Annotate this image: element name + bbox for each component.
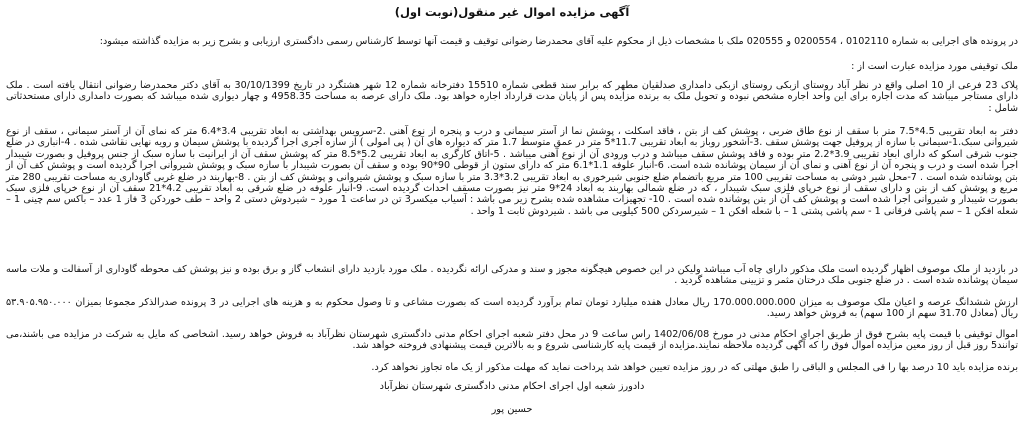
auction-terms: اموال توقیفی با قیمت پایه بشرح فوق از طریق اجرای احکام مدنی در مورخ 1402/06/08 راس ساعت 9 در محل دفتر شعبه اجرای احکام مدنی دادگستری شهرستان نظرآباد به فروش خواهد رسید. اشخاصی که مایل به شرکت در مزایده می باشند،می توانند5 روز قبل از روز معین مزایده اموال فوق را که آگهی گردیده ملاحظه نمایند.مزایده از قیمت پایه کارشناسی شروع و به بالاترین قیمت پیشنهادی فروخته خواهد شد. [6, 329, 1019, 352]
valuation-paragraph: ارزش ششدانگ عرصه و اعیان ملک موصوف به میزان 170.000.000.000 ریال معادل هفده میلیارد تومان تمام برآورد گردیده است که بصورت مشاعی و تا وصول محکوم به و هزینه های اجرایی در 3 پرونده صدرالذکر مجموعا بمیزان ۵۳.۹۰۵.۹۵۰.۰۰۰ ریال (معادل 31.70 سهم از 100 سهم) به فروش خواهد رسید. [6, 297, 1018, 320]
notice-title: آگهی مزایده اموال غیر منقول(نوبت اول) [394, 5, 630, 19]
signer-name: حسین پور [491, 404, 533, 415]
subject-heading: ملک توقیفی مورد مزایده عبارت است از : [851, 61, 1018, 72]
visit-note: در بازدید از ملک موصوف اظهار گردیده است ملک مذکور دارای چاه آب میباشد ولیکن در این خصوص هیچگونه مجوز و سند و مدرکی ارائه نگردیده . ملک مورد بازدید دارای انشعاب گاز و برق بوده و نیز پوشش کف محوطه گاوداری از آسفالت و ملات ماسه سیمان پوشانده شده است . در ضلع جنوبی ملک درختان مثمر و تزیینی مشاهده گردید . [6, 264, 1018, 287]
signature-line: دادورز شعبه اول اجرای احکام مدنی دادگستری شهرستان نظرآباد [379, 381, 645, 392]
payment-terms: برنده مزایده باید 10 درصد بها را فی المجلس و الباقی را طبق مهلتی که در روز مزایده تعیین خواهد شد پرداخت نماید که مهلت مذکور از یک ماه تجاوز نخواهد کرد. [371, 362, 1018, 373]
intro-paragraph: در پرونده های اجرایی به شماره 0102110 ، 0200554 و 020555 ملک با مشخصات ذیل از محکوم علیه آقای محمدرضا رضوانی توقیف و قیمت آنها توسط کارشناس رسمی دادگستری ارزیابی و بشرح زیر به مزایده گذاشته میشود: [99, 36, 1018, 47]
buildings-description: دفتر به ابعاد تقریبی 4.5*7.5 متر با سقف از نوع طاق ضربی ، پوشش کف از بتن ، فاقد اسکلت ، پوشش نما از آستر سیمانی و درب و پنجره از نوع آهنی .2-سرویس بهداشتی به ابعاد تقریبی 3.4*6.4 متر که نمای آن از آستر سیمانی ، سقف از نوع شیروانی سبک.1-سیمانی با سازه از پروفیل جهت پوشش سقف .3-آشخور روباز به ابعاد تقریبی 11.7*5 متر در عمق متوسط 1.7 متر که دیواره های آن ( پی امولی ) از سازه آجری اجرا گردیده با پوشش سیمان و رویه نهایی نقاشی شده . 4-انباری در ضلع جنوب شرقی اسکو که دارای ابعاد تقریبی 3.9*2.2 متر بوده و فاقد پوشش سقف میباشد و درب ورودی آن از نوع آهنی میباشد . 5-اتاق کارگری به ابعاد تقریبی 5.2*8.5 متر که پوشش سقف آن از ایرانیت با سازه سبک از جنس پروفیل و بصورت شیبدار اجرا شده است و درب و پنجره آن از نوع آهنی و نمای آن از سیمان پوشانده شده است. 6-انبار علوفه 1.1*6.1 متر که دارای ستون از قوطی 90*90 بوده و سقف آن بصورت شیبدار با سازه سبک و پوشش شیروانی اجرا گردیده است و پوشش کف آن از بتن پوشانده شده است . 7-محل شیر دوشی به مساحت تقریبی 100 متر مربع باتضمام ضلع جنوبی شیرخوری به ابعاد تقریبی 3.2*3.3 متر با سازه سبک و پوشش شیروانی و پوشش کف از بتن . 8-بهاربند در ضلع غربی گاوداری به مساحت تقریبی 280 متر مربع و پوشش کف از بتن و دارای سقف از نوع خرپای فلزی سبک شیبدار ، که در ضلع شمالی بهاربند به ابعاد 24*9 متر نیز بصورت مسقف احداث گردیده است. 9-انبار علوفه در ضلع شرقی به ابعاد تقریبی 4.2*21 سقف آن از نوع خرپای فلزی سبک بصورت شیبدار و شیروانی اجرا شده است و پوشش کف آن از بتن پوشانده شده است . 10- تجهیزات مشاهده شده بشرح زیر می باشد : آسیاب میکسر3 تن در ساعت 1 مورد – شیردوش دستی 2 واحد – طف خوردکن 3 فاز 1 عدد – باکس سم چینی 1 – شعله افکن 1 – سم پاشی فرقانی 1 - سم پاشی پشتی 1 – با شعله افکن 1 – شیرسردکن 500 کیلویی می باشد . شیردوش ثابت 1 واحد . [6, 126, 1019, 217]
property-description: پلاک 23 فرعی از 10 اصلی واقع در نظر آباد روستای ازبکی روستای ازبکی دامداری صدلقیان مطهر که برابر سند قطعی شماره 15510 دفترخانه شماره 12 شهر هشتگرد در تاریخ 30/10/1399 به آقای دکتر محمدرضا رضوانی انتقال یافته است . ملک دارای مستاجر میباشد که مدت اجاره برای این واحد اجاره مشخص نبوده و تحویل ملک به برنده مزایده پس از پایان مدت قرارداد اجاره خواهد بود. ملک دارای عرصه به مساحت 4958.35 و چهار دیواری شده میباشد که بصورت دامداری دارای مستحدثاتی شامل : [6, 80, 1019, 114]
